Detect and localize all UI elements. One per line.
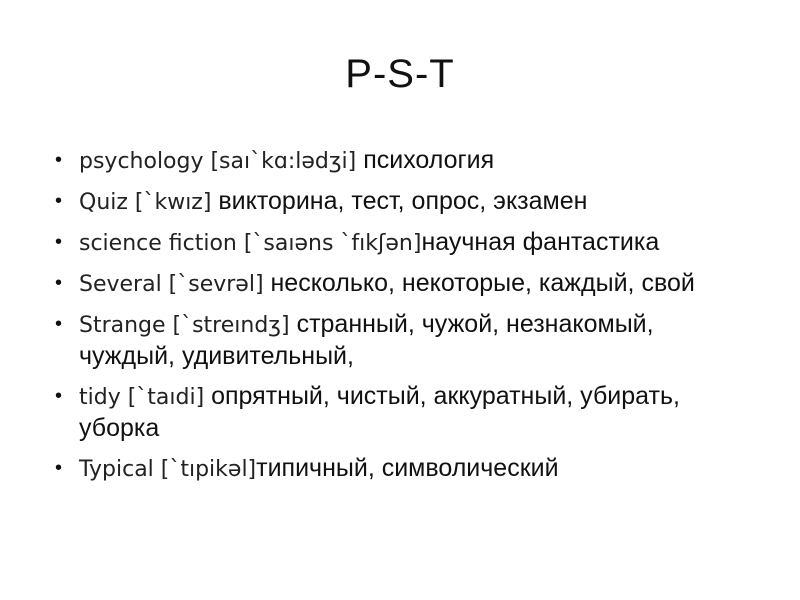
transcription: [`saıəns `fıkʃən] [243, 231, 422, 256]
transcription: [`taıdi] [127, 385, 205, 410]
translation: научная фантастика [421, 228, 660, 256]
term: science fiction [79, 231, 237, 256]
transcription: [`kwız] [134, 190, 212, 215]
list-item-quiz [55, 186, 755, 218]
bullet-icon: • [55, 457, 63, 479]
transcription: [saı`kɑ:lədʒi] [210, 149, 357, 174]
list-item-strange [55, 309, 755, 372]
term: Several [79, 272, 162, 297]
translation: опрятный, чистый, аккуратный, убирать, уборка [79, 382, 680, 442]
term: psychology [79, 149, 204, 174]
translation: викторина, тест, опрос, экзамен [218, 187, 588, 215]
bullet-icon: • [55, 149, 63, 171]
list-item-psychology [55, 145, 755, 177]
bullet-icon: • [55, 231, 63, 253]
bullet-icon: • [55, 190, 63, 212]
translation: странный, чужой, незнакомый, чуждый, удивительный, [79, 310, 654, 370]
list-item-typical [55, 453, 755, 485]
list-item-tidy [55, 381, 755, 444]
slide-title: P-S-T [345, 52, 455, 96]
transcription: [`tıpikəl] [160, 457, 257, 482]
bullet-icon: • [55, 272, 63, 294]
translation: несколько, некоторые, каждый, свой [270, 269, 695, 297]
vocabulary-list [55, 145, 755, 494]
list-item-several [55, 268, 755, 300]
transcription: [`sevrəl] [168, 272, 264, 297]
list-item-science-fiction [55, 227, 755, 259]
bullet-icon: • [55, 313, 63, 335]
translation: типичный, символический [256, 454, 559, 482]
translation: психология [363, 146, 495, 174]
transcription: [`streındʒ] [172, 313, 290, 338]
bullet-icon: • [55, 385, 63, 407]
term: tidy [79, 385, 121, 410]
term: Quiz [79, 190, 128, 215]
term: Typical [79, 457, 154, 482]
term: Strange [79, 313, 166, 338]
